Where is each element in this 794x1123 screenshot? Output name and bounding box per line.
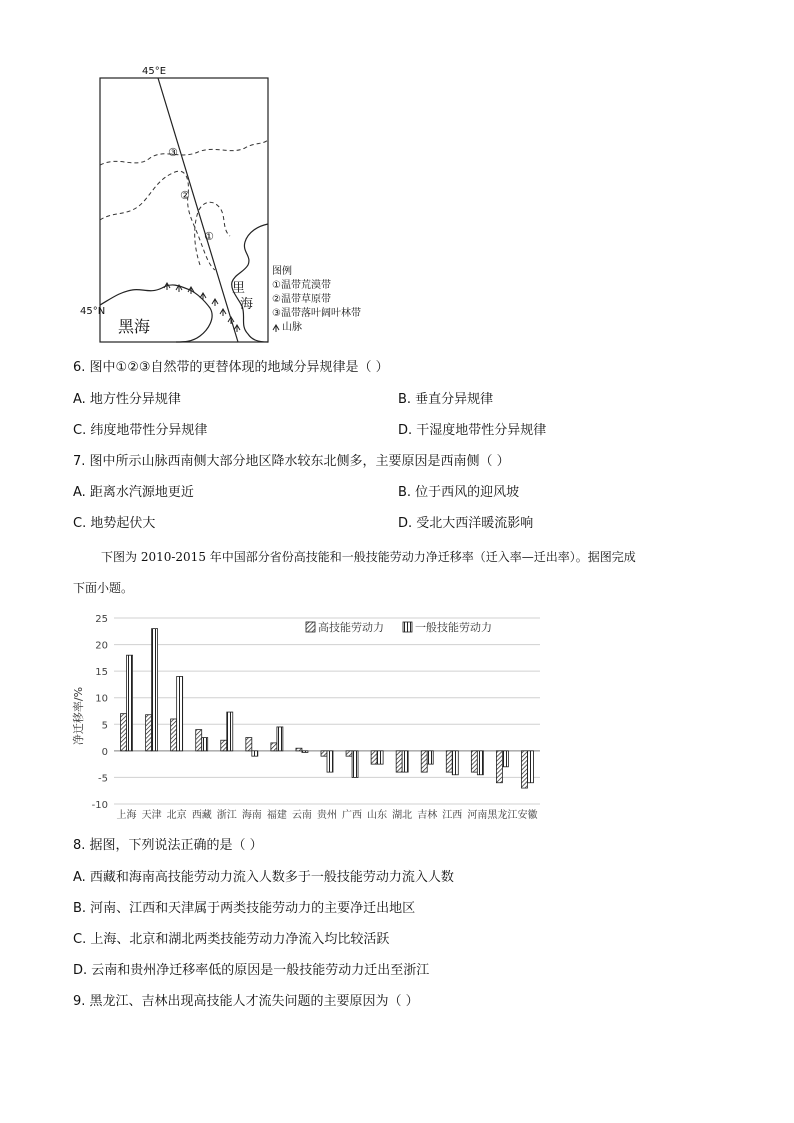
- question-7-option-c[interactable]: C. 地势起伏大: [73, 516, 156, 531]
- question-8-stem: 8. 据图，下列说法正确的是（ ）: [73, 838, 263, 853]
- x-tick-label: 天津: [141, 810, 162, 821]
- legend-item-3: ③温带落叶阔叶林带: [272, 308, 361, 319]
- y-tick-label: 10: [95, 693, 108, 705]
- caspian-label-1: 里: [232, 281, 246, 296]
- migration-rate-chart: [70, 606, 550, 826]
- bar-high-skill: [196, 730, 202, 751]
- question-9-stem: 9. 黑龙江、吉林出现高技能人才流失问题的主要原因为（ ）: [73, 994, 419, 1009]
- bar-high-skill: [271, 743, 277, 751]
- map-label-45n: 45°N: [80, 306, 106, 317]
- x-tick-label: 海南: [241, 810, 262, 821]
- y-tick-label: 5: [101, 720, 108, 732]
- bar-general-skill: [177, 676, 183, 750]
- question-6-option-c[interactable]: C. 纬度地带性分异规律: [73, 423, 208, 438]
- x-tick-label: 安徽: [517, 810, 538, 821]
- y-tick-label: -5: [98, 773, 108, 785]
- natural-zone-map: [80, 60, 400, 350]
- question-8-option-d[interactable]: D. 云南和贵州净迁移率低的原因是一般技能劳动力迁出至浙江: [73, 963, 430, 978]
- bar-high-skill: [296, 748, 302, 751]
- legend-swatch-general-skill: [403, 622, 412, 632]
- bar-high-skill: [521, 751, 527, 788]
- question-7-option-a[interactable]: A. 距离水汽源地更近: [73, 485, 194, 500]
- x-tick-label: 北京: [166, 810, 187, 821]
- x-tick-label: 湖北: [392, 810, 413, 821]
- region-3-label: ③: [168, 146, 178, 159]
- bar-high-skill: [371, 751, 377, 764]
- bar-high-skill: [421, 751, 427, 772]
- y-tick-label: 20: [95, 640, 108, 652]
- bar-general-skill: [352, 751, 358, 778]
- legend-title: 图例: [272, 266, 292, 277]
- x-tick-label: 吉林: [417, 810, 438, 821]
- chart-intro-line-1: 下图为 2010-2015 年中国部分省份高技能和一般技能劳动力净迁移率（迁入率—迁出率）。据图完成: [101, 550, 636, 564]
- bar-high-skill: [321, 751, 327, 756]
- question-8-option-a[interactable]: A. 西藏和海南高技能劳动力流入人数多于一般技能劳动力流入人数: [73, 870, 454, 885]
- bar-high-skill: [221, 740, 227, 751]
- bar-high-skill: [496, 751, 502, 783]
- y-tick-label: -10: [91, 800, 108, 811]
- bar-general-skill: [452, 751, 458, 775]
- y-tick-label: 0: [101, 746, 108, 758]
- bar-general-skill: [477, 751, 483, 775]
- legend-label-high-skill: 高技能劳动力: [318, 621, 384, 634]
- x-tick-label: 云南: [291, 810, 312, 821]
- bar-high-skill: [171, 719, 177, 751]
- legend-item-2: ②温带草原带: [272, 294, 331, 305]
- legend-mountain-label: 山脉: [282, 322, 302, 333]
- bar-general-skill: [327, 751, 333, 772]
- bar-general-skill: [527, 751, 533, 783]
- y-tick-label: 15: [95, 667, 108, 679]
- mountain-symbols: [164, 283, 240, 332]
- bar-high-skill: [471, 751, 477, 772]
- bar-general-skill: [302, 751, 308, 753]
- bar-high-skill: [396, 751, 402, 772]
- question-7-stem: 7. 图中所示山脉西南侧大部分地区降水较东北侧多，主要原因是西南侧（ ）: [73, 454, 510, 469]
- question-7-option-d[interactable]: D. 受北大西洋暖流影响: [398, 516, 534, 531]
- question-8-option-b[interactable]: B. 河南、江西和天津属于两类技能劳动力的主要净迁出地区: [73, 901, 416, 916]
- bar-general-skill: [377, 751, 383, 764]
- y-tick-label: 25: [95, 614, 108, 625]
- x-tick-label: 上海: [116, 810, 137, 821]
- black-sea-coast: [100, 285, 212, 342]
- bar-high-skill: [446, 751, 452, 772]
- bar-general-skill: [402, 751, 408, 772]
- bar-general-skill: [227, 712, 233, 751]
- x-tick-label: 山东: [367, 810, 388, 821]
- bar-high-skill: [146, 715, 152, 751]
- legend-mountain-icon: [273, 325, 279, 332]
- x-tick-label: 福建: [266, 810, 287, 821]
- region-2-label: ②: [180, 189, 190, 202]
- question-6-option-b[interactable]: B. 垂直分异规律: [398, 392, 494, 407]
- question-6-stem: 6. 图中①②③自然带的更替体现的地域分异规律是（ ）: [73, 360, 389, 375]
- x-tick-label: 广西: [342, 810, 363, 821]
- zone-boundary-2: [100, 171, 215, 270]
- caspian-label-2: 海: [240, 297, 254, 312]
- bar-general-skill: [127, 655, 133, 751]
- meridian-45e: [158, 78, 238, 342]
- bar-high-skill: [246, 738, 252, 751]
- bar-general-skill: [427, 751, 433, 764]
- y-axis-label: 净迁移率/%: [72, 686, 85, 746]
- region-1-label: ①: [204, 230, 214, 243]
- chart-intro-line-2: 下面小题。: [73, 581, 134, 595]
- zone-boundary-1: [100, 140, 268, 165]
- question-6-option-d[interactable]: D. 干湿度地带性分异规律: [398, 423, 547, 438]
- bar-general-skill: [202, 738, 208, 751]
- bar-general-skill: [277, 727, 283, 751]
- x-tick-label: 贵州: [317, 810, 337, 821]
- bar-general-skill: [252, 751, 258, 756]
- question-6-option-a[interactable]: A. 地方性分异规律: [73, 392, 181, 407]
- x-tick-label: 西藏: [191, 810, 212, 821]
- legend-item-1: ①温带荒漠带: [272, 280, 331, 291]
- question-7-option-b[interactable]: B. 位于西风的迎风坡: [398, 485, 520, 500]
- black-sea-label: 黑海: [118, 317, 151, 336]
- legend-label-general-skill: 一般技能劳动力: [415, 621, 492, 634]
- question-8-option-c[interactable]: C. 上海、北京和湖北两类技能劳动力净流入均比较活跃: [73, 932, 390, 947]
- x-tick-label: 浙江: [216, 810, 237, 821]
- bar-high-skill: [346, 751, 352, 756]
- legend-swatch-high-skill: [306, 622, 315, 632]
- x-tick-label: 河南: [467, 810, 488, 821]
- bar-general-skill: [152, 629, 158, 751]
- bar-general-skill: [502, 751, 508, 767]
- bar-high-skill: [121, 714, 127, 751]
- x-tick-label: 江西: [442, 810, 463, 821]
- x-tick-label: 黑龙江: [487, 810, 518, 821]
- map-label-45e: 45°E: [142, 66, 167, 77]
